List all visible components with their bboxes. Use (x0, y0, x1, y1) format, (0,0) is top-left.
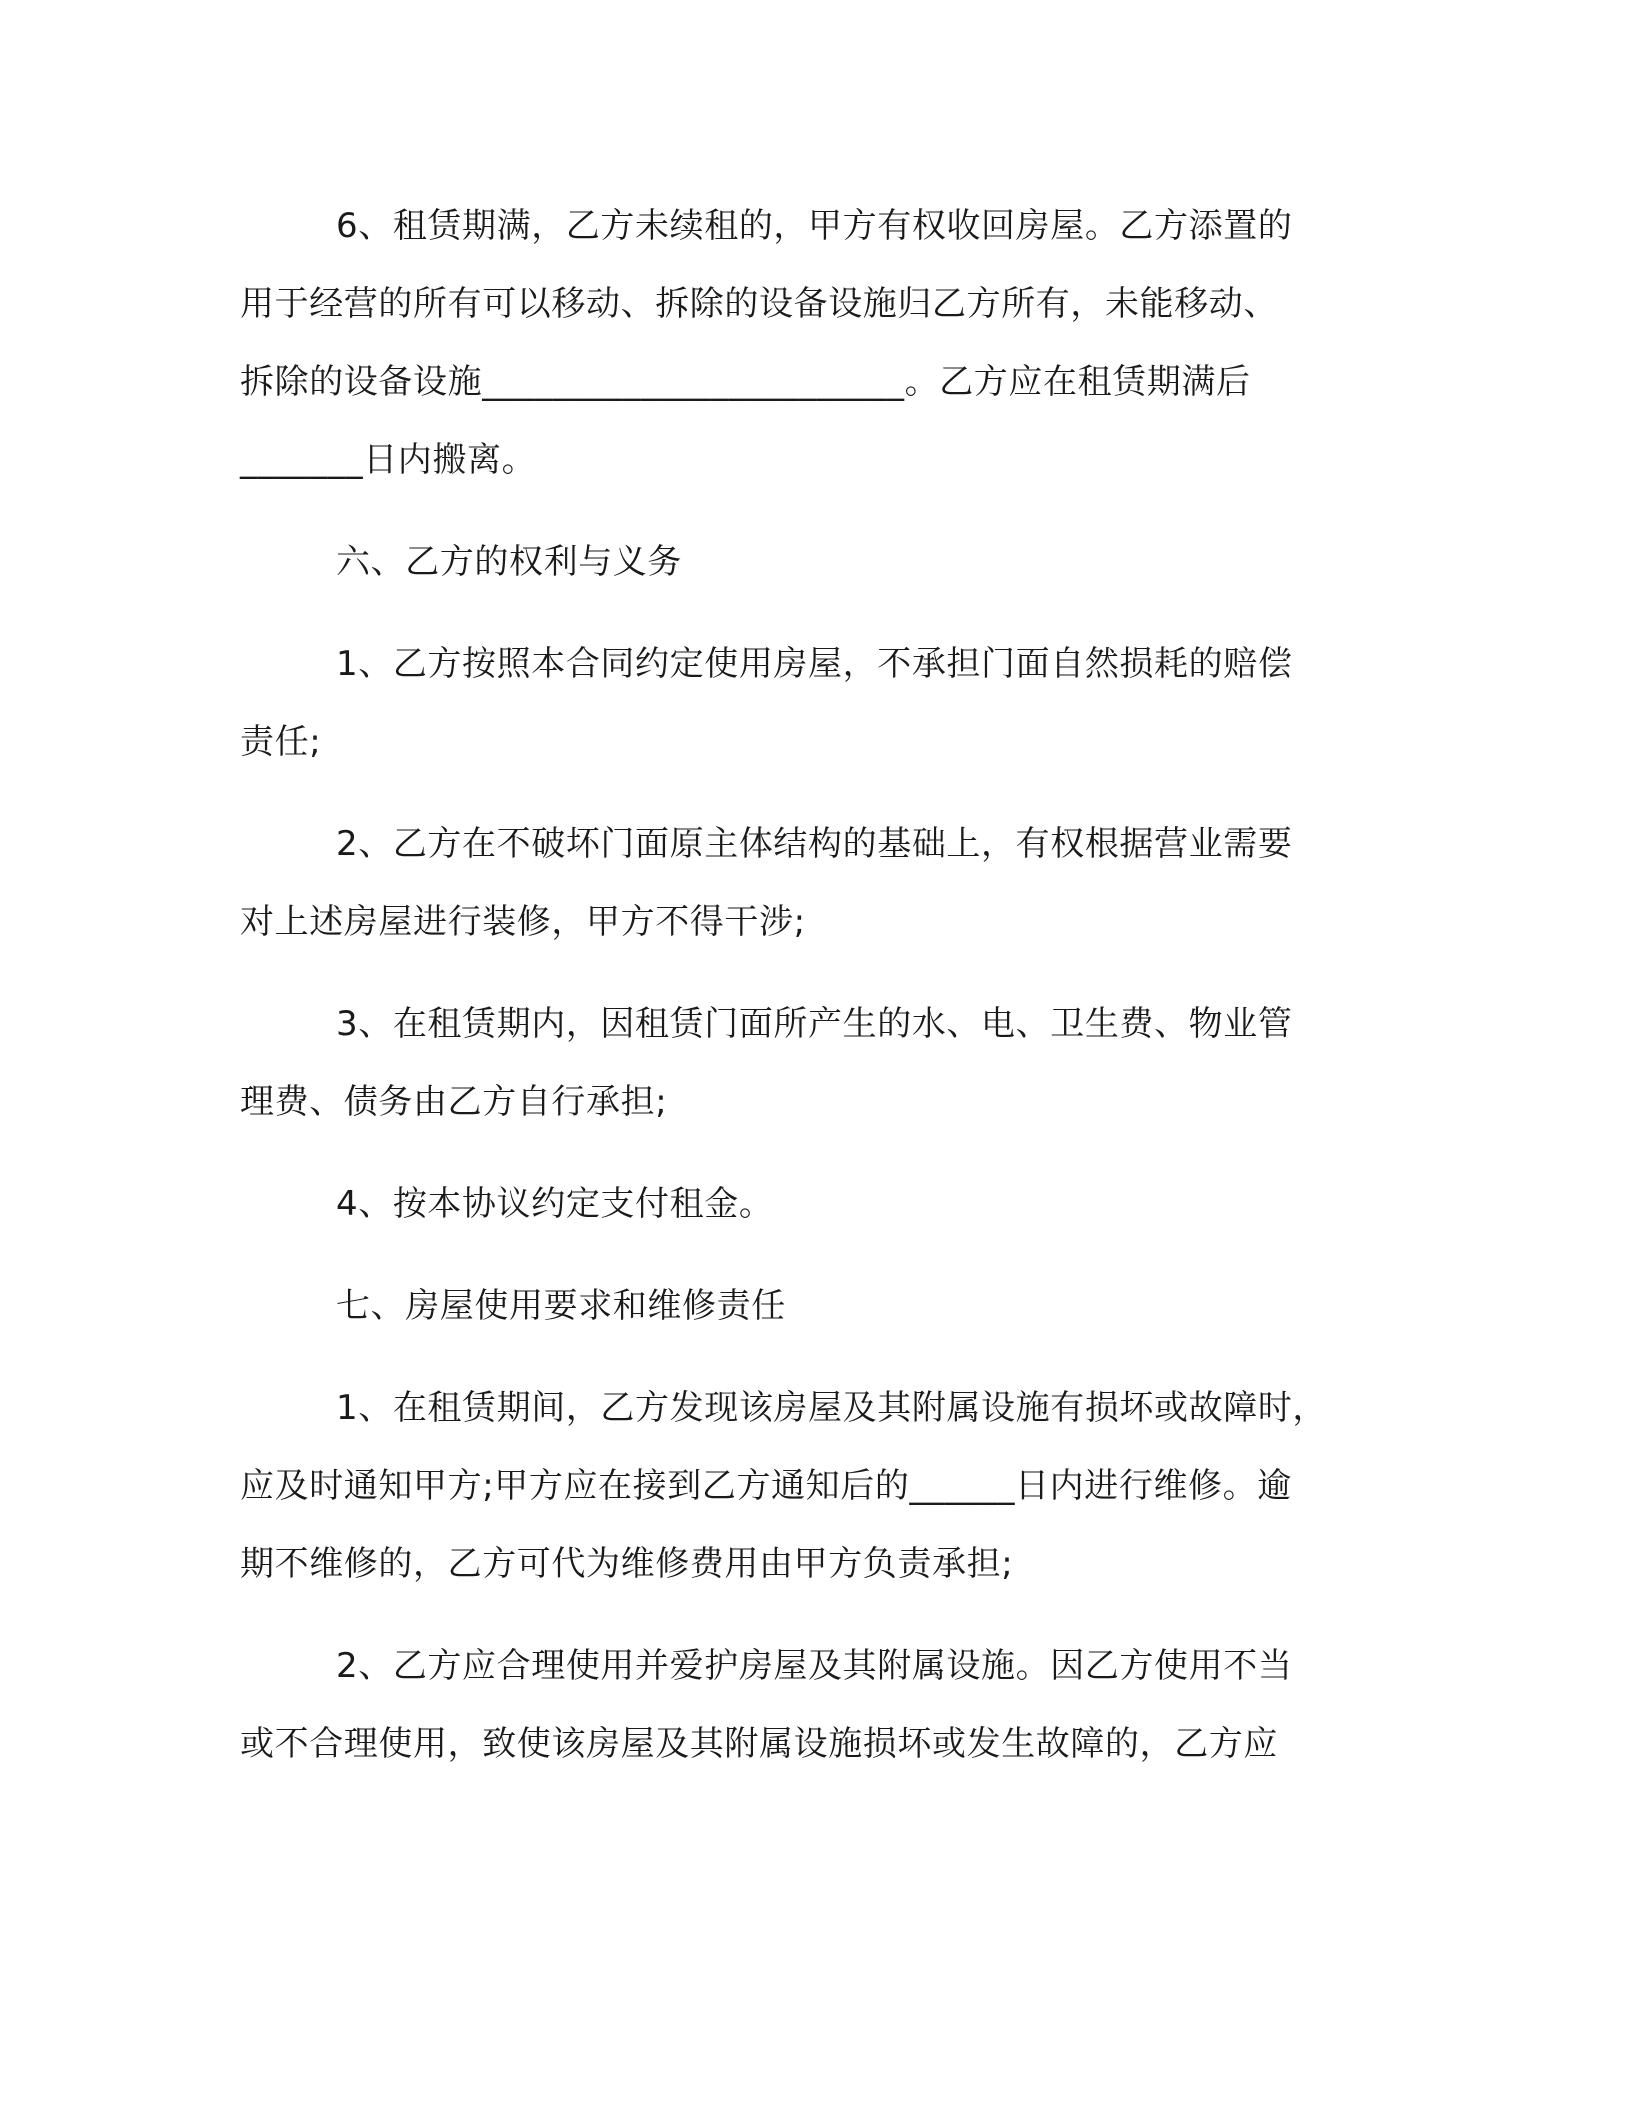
paragraph-line: 应及时通知甲方;甲方应在接到乙方通知后的______日内进行维修。逾 (240, 1466, 1292, 1506)
paragraph-line: 6、租赁期满，乙方未续租的，甲方有权收回房屋。乙方添置的 (336, 206, 1293, 246)
paragraph-line: 期不维修的，乙方可代为维修费用由甲方负责承担; (240, 1544, 1014, 1584)
paragraph-line: 3、在租赁期内，因租赁门面所产生的水、电、卫生费、物业管 (336, 1004, 1293, 1044)
paragraph-line: 用于经营的所有可以移动、拆除的设备设施归乙方所有，未能移动、 (240, 284, 1278, 324)
clause-7-2-paragraph (240, 1627, 1380, 1783)
document-body (240, 187, 1380, 1783)
section-heading-text: 七、房屋使用要求和维修责任 (336, 1286, 786, 1326)
paragraph-line: 2、乙方在不破坏门面原主体结构的基础上，有权根据营业需要 (336, 824, 1293, 864)
paragraph-line: 对上述房屋进行装修，甲方不得干涉; (240, 902, 806, 942)
clause-6-4-paragraph (240, 1165, 1380, 1243)
clause-6-1-paragraph (240, 625, 1380, 781)
paragraph-line: 4、按本协议约定支付租金。 (336, 1184, 774, 1224)
clause-7-1-paragraph (240, 1369, 1380, 1603)
paragraph-line: _______日内搬离。 (240, 440, 537, 480)
paragraph-line: 2、乙方应合理使用并爱护房屋及其附属设施。因乙方使用不当 (336, 1646, 1293, 1686)
paragraph-line: 或不合理使用，致使该房屋及其附属设施损坏或发生故障的，乙方应 (240, 1724, 1278, 1764)
section-7-heading (240, 1267, 1380, 1345)
section-6-heading (240, 523, 1380, 601)
paragraph-line: 拆除的设备设施________________________。乙方应在租赁期满后 (240, 362, 1251, 402)
paragraph-line: 责任; (240, 722, 322, 762)
paragraph-line: 理费、债务由乙方自行承担; (240, 1082, 668, 1122)
paragraph-line: 1、乙方按照本合同约定使用房屋，不承担门面自然损耗的赔偿 (336, 644, 1293, 684)
clause-6-2-paragraph (240, 805, 1380, 961)
section-heading-text: 六、乙方的权利与义务 (336, 542, 682, 582)
clause-6-3-paragraph (240, 985, 1380, 1141)
paragraph-line: 1、在租赁期间，乙方发现该房屋及其附属设施有损坏或故障时， (336, 1388, 1328, 1428)
clause-5-6-paragraph (240, 187, 1380, 499)
